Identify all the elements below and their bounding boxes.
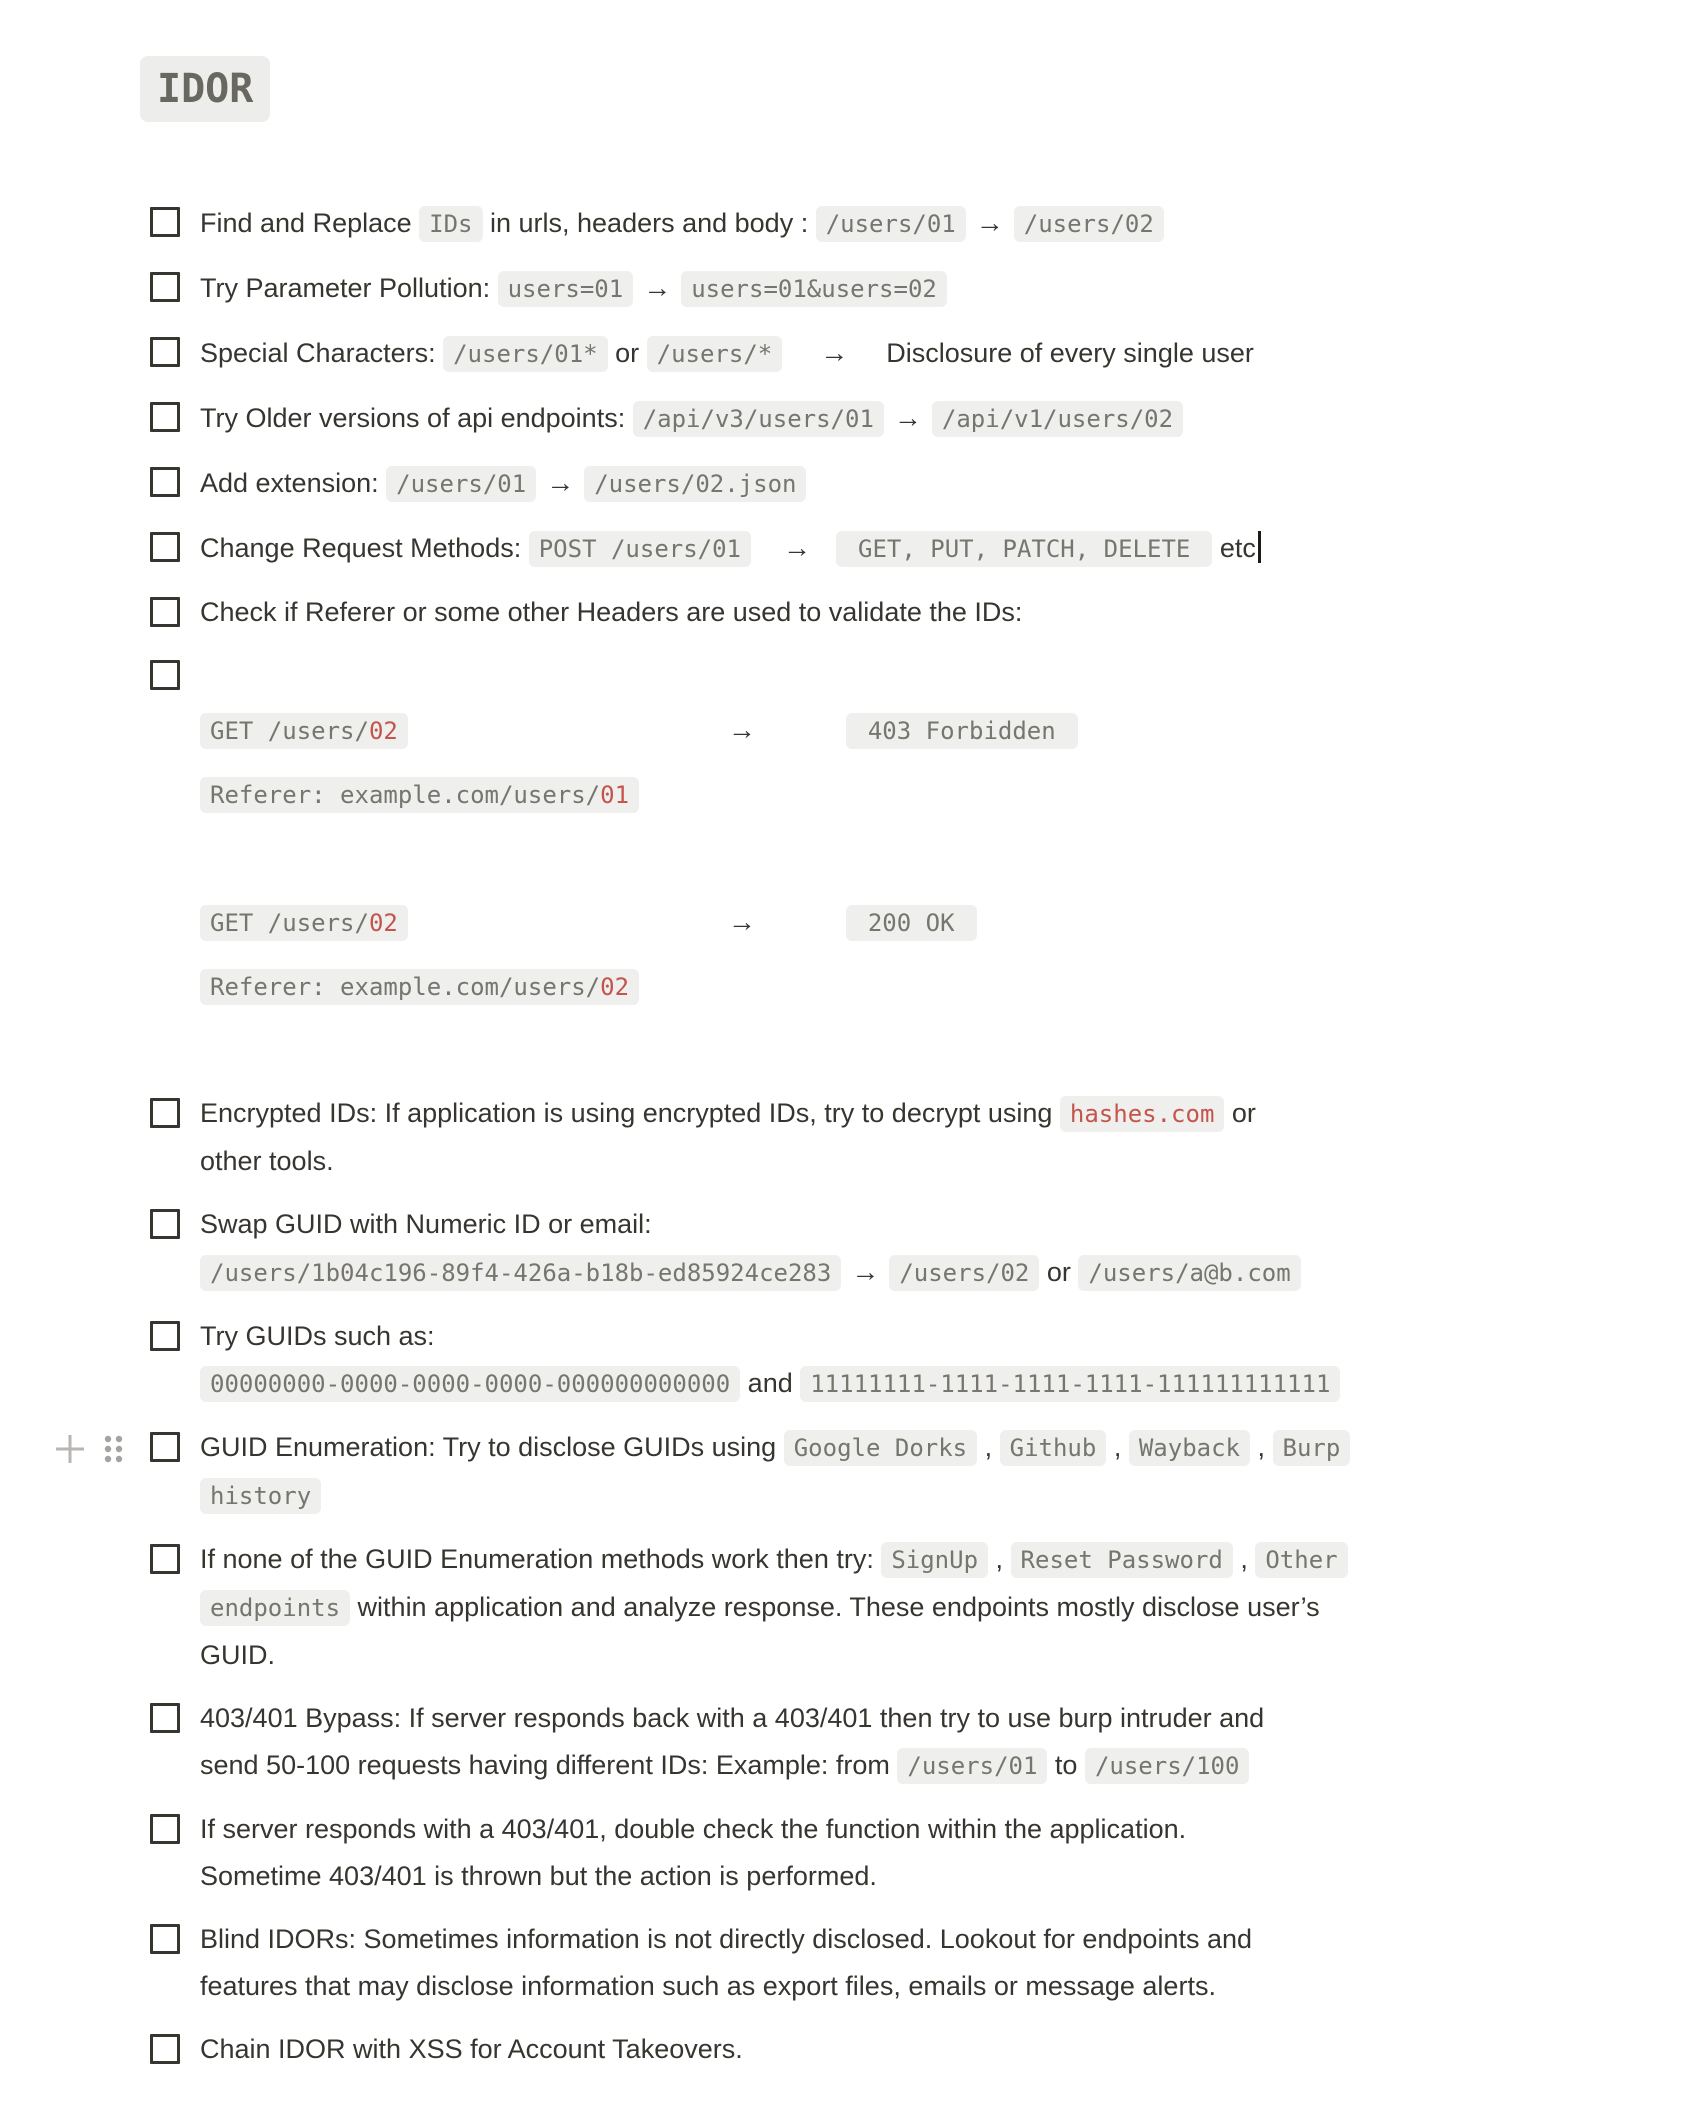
empty-block (140, 1027, 1588, 1074)
text-run: If server responds with a 403/401, double check the function within the application. (200, 1814, 1187, 1844)
text-run: Find and Replace (200, 208, 420, 238)
inline-code: endpoints (200, 1590, 350, 1626)
arrow-icon: → (727, 906, 756, 937)
spacing (408, 930, 718, 931)
todo-text[interactable] (200, 1536, 1580, 1679)
text-run: Swap GUID with Numeric ID or email: (200, 1209, 652, 1239)
todo-text[interactable] (200, 1090, 1580, 1185)
arrow-icon: → (851, 1256, 880, 1287)
text-run: Sometime 403/401 is thrown but the action is performed. (200, 1861, 877, 1891)
todo-checkbox[interactable] (150, 1209, 180, 1239)
inline-code: /users/1b04c196-89f4-426a-b18b-ed85924ce283 (200, 1255, 841, 1291)
text-cursor (1258, 531, 1261, 563)
inline-code: 200 OK (846, 905, 977, 941)
text-run: etc (1212, 533, 1256, 563)
spacing (751, 556, 773, 557)
text-run: GUID Enumeration: Try to disclose GUIDs using (200, 1432, 784, 1462)
request-example-forbidden[interactable] (200, 706, 1588, 755)
text-run: Disclosure of every single user (886, 338, 1254, 368)
todo-special-characters (150, 329, 1588, 378)
todo-checkbox[interactable] (150, 402, 180, 432)
inline-code-part: Referer: example.com/users/ (210, 973, 601, 1001)
inline-code: POST /users/01 (529, 531, 751, 567)
arrow-icon: → (975, 207, 1004, 238)
todo-text[interactable] (200, 1695, 1580, 1790)
todo-text[interactable] (200, 589, 1580, 636)
todo-empty-todo (150, 652, 1588, 690)
todo-encrypted-ids (150, 1090, 1588, 1185)
inline-code: /users/01 (386, 466, 536, 502)
spacing (821, 556, 836, 557)
spacing (766, 738, 846, 739)
inline-code (200, 713, 408, 749)
block-hover-controls (53, 1431, 126, 1482)
todo-blind-idors (150, 1916, 1588, 2010)
todo-guid-enumeration (150, 1424, 1588, 1520)
todo-checkbox[interactable] (150, 532, 180, 562)
todo-checkbox[interactable] (150, 1703, 180, 1733)
todo-text[interactable] (200, 524, 1580, 573)
todo-double-check-403-401 (150, 1806, 1588, 1900)
referer-example-01[interactable] (200, 771, 1588, 819)
arrow-icon: → (643, 272, 672, 303)
text-run: , (977, 1432, 1000, 1462)
inline-code (200, 905, 408, 941)
text-run: Add extension: (200, 468, 387, 498)
todo-chain-idor-xss (150, 2026, 1588, 2073)
inline-code: Github (1000, 1430, 1107, 1466)
todo-checkbox[interactable] (150, 597, 180, 627)
inline-code: hashes.com (1060, 1096, 1225, 1132)
arrow-icon: → (820, 337, 849, 368)
arrow-icon: → (893, 402, 922, 433)
text-run: , (988, 1544, 1011, 1574)
inline-code: Other (1255, 1542, 1347, 1578)
inline-code: 403 Forbidden (846, 713, 1078, 749)
text-run: , (1250, 1432, 1273, 1462)
todo-checkbox[interactable] (150, 1544, 180, 1574)
todo-parameter-pollution (150, 264, 1588, 313)
text-run: , (1106, 1432, 1129, 1462)
todo-text[interactable] (200, 1424, 1580, 1520)
todo-add-extension (150, 459, 1588, 508)
text-run: GUID. (200, 1640, 276, 1670)
text-run: Special Characters: (200, 338, 444, 368)
inline-code: history (200, 1478, 321, 1514)
inline-code-highlight: 02 (368, 717, 398, 745)
inline-code: Google Dorks (784, 1430, 977, 1466)
inline-code: /users/01* (443, 336, 608, 372)
todo-check-referer-headers (150, 589, 1588, 636)
arrow-icon: → (783, 532, 812, 563)
spacing (782, 361, 810, 362)
todo-text[interactable] (200, 394, 1580, 443)
inline-code: /users/01 (897, 1748, 1047, 1784)
inline-code: Wayback (1129, 1430, 1250, 1466)
todo-checkbox[interactable] (150, 467, 180, 497)
todo-find-and-replace (150, 199, 1588, 248)
todo-checkbox[interactable] (150, 207, 180, 237)
text-run: in urls, headers and body : (482, 208, 816, 238)
inline-code: 00000000-0000-0000-0000-000000000000 (200, 1366, 740, 1402)
todo-text[interactable] (200, 264, 1580, 313)
text-run: Try Older versions of api endpoints: (200, 403, 633, 433)
block-list (140, 199, 1588, 2073)
todo-text[interactable] (200, 329, 1580, 378)
todo-checkbox[interactable] (150, 1814, 180, 1844)
todo-checkbox[interactable] (150, 1924, 180, 1954)
inline-code-part: Referer: example.com/users/ (210, 781, 601, 809)
inline-code: /api/v1/users/02 (932, 401, 1183, 437)
todo-text[interactable] (200, 1313, 1580, 1408)
inline-code: Reset Password (1011, 1542, 1233, 1578)
text-run: Try Parameter Pollution: (200, 273, 498, 303)
text-run: Change Request Methods: (200, 533, 529, 563)
text-run: If none of the GUID Enumeration methods work then try: (200, 1544, 882, 1574)
todo-checkbox[interactable] (150, 1432, 180, 1462)
text-run: to (1047, 1750, 1085, 1780)
text-run: Encrypted IDs: If application is using encrypted IDs, try to decrypt using (200, 1098, 1060, 1128)
inline-code-highlight: 02 (368, 909, 398, 937)
todo-swap-guid (150, 1201, 1588, 1297)
inline-code-part: GET /users/ (210, 909, 369, 937)
todo-text[interactable] (200, 459, 1580, 508)
inline-code: /api/v3/users/01 (633, 401, 884, 437)
spacing (408, 738, 718, 739)
drag-handle-icon[interactable] (100, 1431, 126, 1482)
todo-checkbox[interactable] (150, 272, 180, 302)
todo-text[interactable] (200, 1806, 1580, 1900)
inline-code (200, 777, 639, 813)
todo-try-guids (150, 1313, 1588, 1408)
text-run: within application and analyze response. These endpoints mostly disclose user’s (350, 1592, 1320, 1622)
todo-checkbox[interactable] (150, 660, 180, 690)
todo-text[interactable] (200, 1916, 1580, 2010)
todo-checkbox[interactable] (150, 2034, 180, 2064)
inline-code: /users/100 (1085, 1748, 1250, 1784)
inline-code: IDs (419, 206, 482, 242)
arrow-icon: → (546, 467, 575, 498)
text-run: , (1232, 1544, 1256, 1574)
todo-text[interactable] (200, 199, 1580, 248)
inline-code-part: GET /users/ (210, 717, 369, 745)
page-title[interactable]: IDOR (140, 56, 270, 122)
todo-checkbox[interactable] (150, 1321, 180, 1351)
todo-bypass-403-401 (150, 1695, 1588, 1790)
referer-example-02[interactable] (200, 963, 1588, 1011)
inline-code: users=01&users=02 (681, 271, 947, 307)
text-run: features that may disclose information such as export files, emails or message alerts. (200, 1971, 1216, 2001)
todo-text[interactable] (200, 2026, 1580, 2073)
empty-block (140, 835, 1588, 882)
plus-icon[interactable] (53, 1432, 87, 1481)
request-example-ok[interactable] (200, 898, 1588, 947)
inline-code: GET, PUT, PATCH, DELETE (836, 531, 1212, 567)
inline-code (200, 969, 639, 1005)
inline-code: SignUp (881, 1542, 988, 1578)
inline-code-highlight: 02 (600, 973, 630, 1001)
text-run: or (1039, 1257, 1079, 1287)
inline-code: users=01 (498, 271, 634, 307)
inline-code-highlight: 01 (600, 781, 630, 809)
text-run: Try GUIDs such as: (200, 1321, 435, 1351)
text-run: and (740, 1368, 801, 1398)
inline-code: /users/02 (1014, 206, 1164, 242)
text-run: or (1224, 1098, 1256, 1128)
text-run: 403/401 Bypass: If server responds back with a 403/401 then try to use burp intruder and (200, 1703, 1265, 1733)
text-run: other tools. (200, 1146, 334, 1176)
todo-guid-enumeration-fallback (150, 1536, 1588, 1679)
todo-checkbox[interactable] (150, 1098, 180, 1128)
spacing (858, 361, 886, 362)
todo-change-request-methods (150, 524, 1588, 573)
text-run: Blind IDORs: Sometimes information is not directly disclosed. Lookout for endpoints and (200, 1924, 1253, 1954)
arrow-icon: → (727, 714, 756, 745)
inline-code: 11111111-1111-1111-1111-111111111111 (800, 1366, 1340, 1402)
text-run: Chain IDOR with XSS for Account Takeovers. (200, 2034, 743, 2064)
todo-older-api-versions (150, 394, 1588, 443)
todo-checkbox[interactable] (150, 337, 180, 367)
inline-code: /users/* (647, 336, 783, 372)
inline-code: /users/02.json (584, 466, 806, 502)
todo-text[interactable] (200, 1201, 1580, 1297)
text-run: or (607, 338, 647, 368)
text-run: Check if Referer or some other Headers are used to validate the IDs: (200, 597, 1023, 627)
inline-code: Burp (1273, 1430, 1351, 1466)
inline-code: /users/02 (889, 1255, 1039, 1291)
spacing (766, 930, 846, 931)
text-run: send 50-100 requests having different IDs: Example: from (200, 1750, 898, 1780)
inline-code: /users/01 (816, 206, 966, 242)
inline-code: /users/a@b.com (1078, 1255, 1300, 1291)
